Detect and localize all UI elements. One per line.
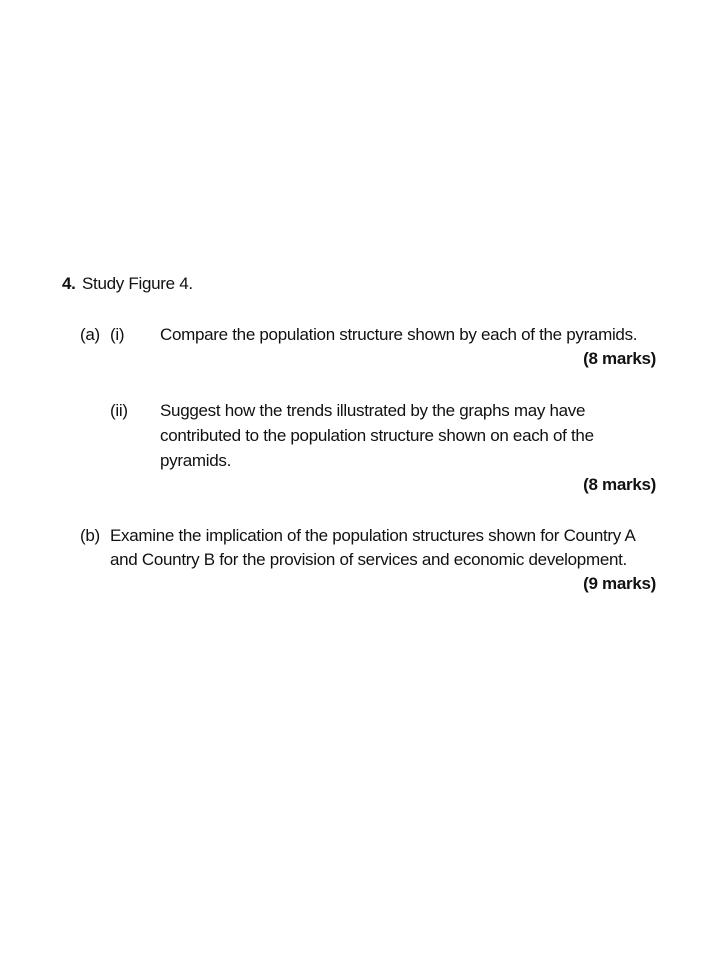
part-a-i-label: (i)	[110, 325, 125, 344]
part-a-ii-marks: (8 marks)	[583, 475, 656, 494]
part-b-line-2: and Country B for the provision of services and economic development.	[110, 550, 627, 569]
question-number: 4.	[62, 274, 76, 293]
part-a-i-marks: (8 marks)	[583, 349, 656, 368]
part-a-ii-label: (ii)	[110, 401, 128, 420]
part-a-ii-line-3: pyramids.	[160, 451, 231, 470]
part-b-marks: (9 marks)	[583, 574, 656, 593]
part-a-ii-line-1: Suggest how the trends illustrated by the graphs may have	[160, 401, 586, 420]
part-a-label: (a)	[80, 325, 100, 344]
question-intro: Study Figure 4.	[82, 274, 193, 293]
part-b-label: (b)	[80, 526, 100, 545]
part-a-ii-line-2: contributed to the population structure shown on each of the	[160, 426, 594, 445]
part-b-line-1: Examine the implication of the population structures shown for Country A	[110, 526, 636, 545]
part-a-i-text: Compare the population structure shown by each of the pyramids.	[160, 325, 638, 344]
